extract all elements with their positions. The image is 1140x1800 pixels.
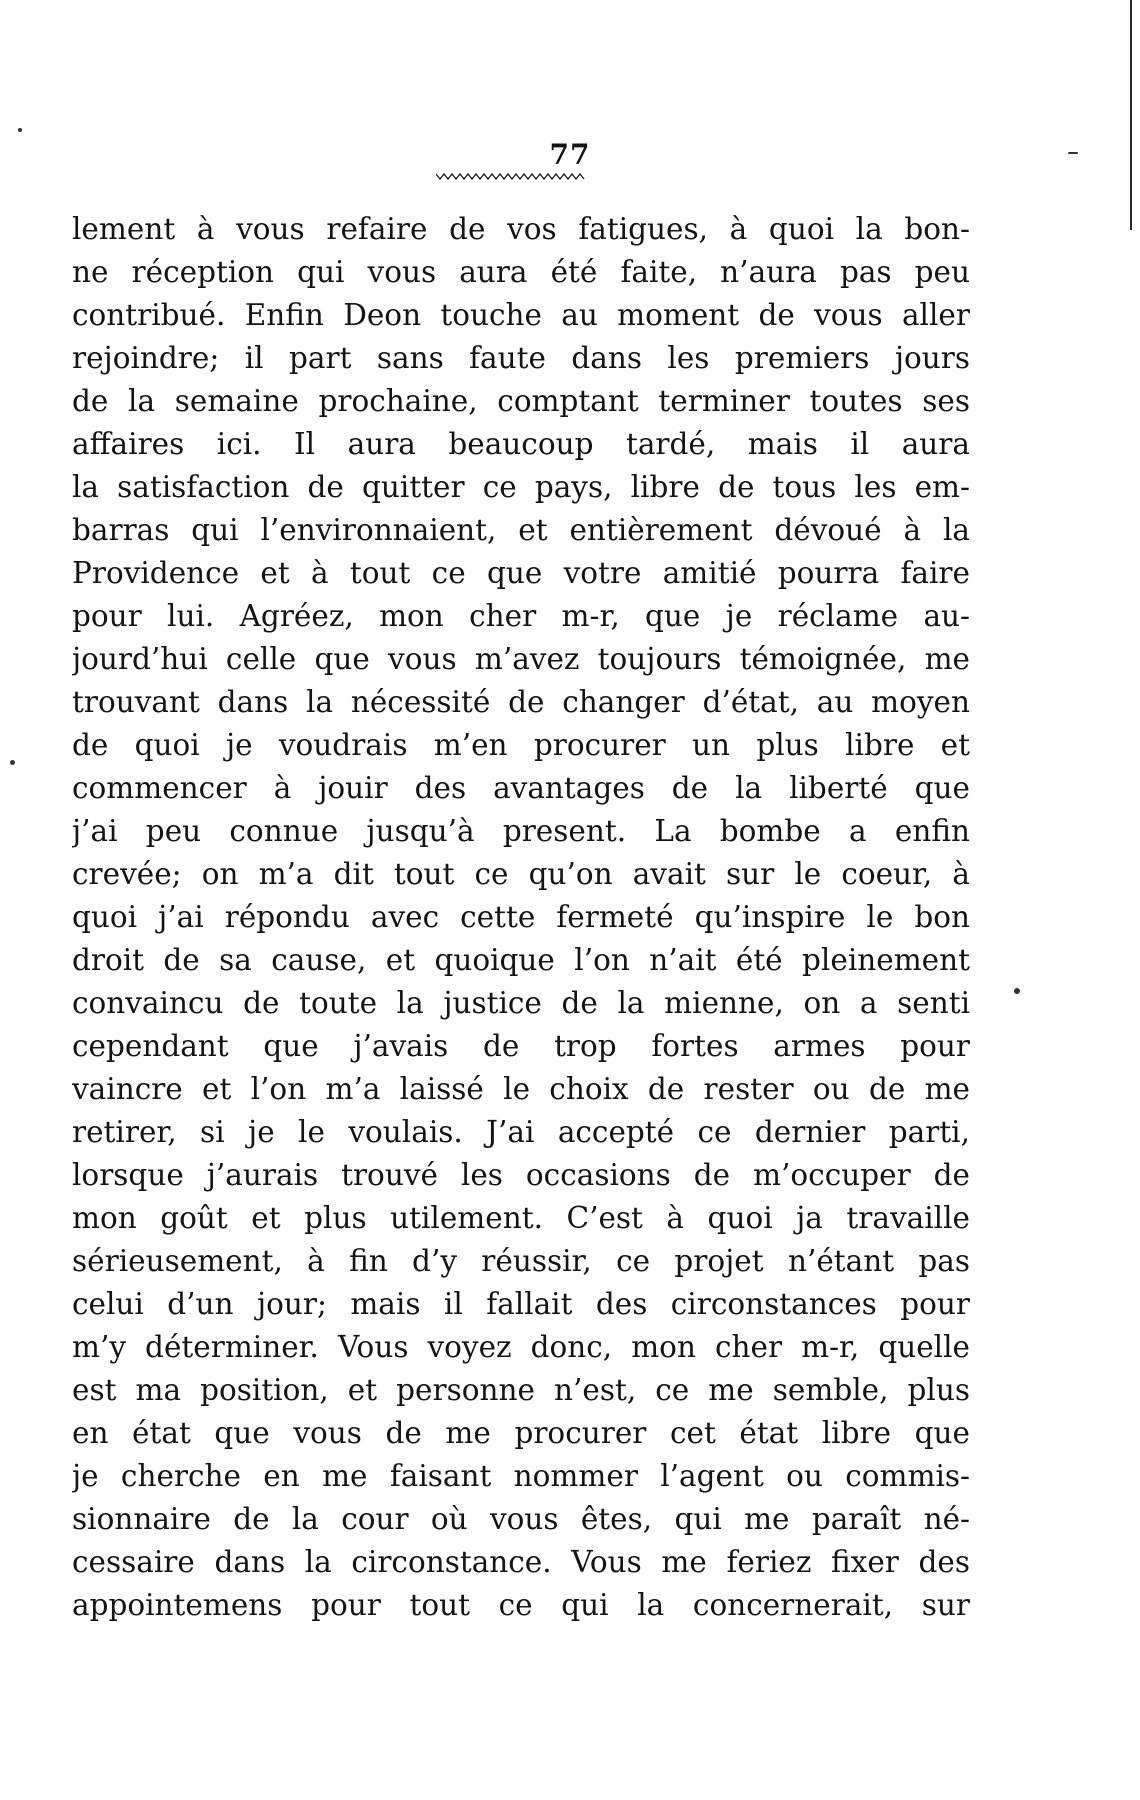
- text-line: contribué. Enfin Deon touche au moment de vous aller: [72, 298, 970, 332]
- text-line: retirer, si je le voulais. J’ai accepté ce dernier parti,: [72, 1115, 970, 1149]
- text-line: droit de sa cause, et quoique l’on n’ait été pleinement: [72, 943, 970, 977]
- text-line: ne réception qui vous aura été faite, n’aura pas peu: [72, 255, 970, 289]
- text-line: Providence et à tout ce que votre amitié pourra faire: [72, 556, 970, 590]
- text-line: jourd’hui celle que vous m’avez toujours témoignée, me: [72, 642, 970, 676]
- ink-speck: [1068, 152, 1078, 154]
- text-line: appointemens pour tout ce qui la concernerait, sur: [72, 1588, 970, 1622]
- text-line: rejoindre; il part sans faute dans les premiers jours: [72, 341, 970, 375]
- page-edge-line: [1130, 0, 1132, 230]
- ink-speck: [18, 128, 22, 132]
- text-line: affaires ici. Il aura beaucoup tardé, mais il aura: [72, 427, 970, 461]
- text-line: trouvant dans la nécessité de changer d’état, au moyen: [72, 685, 970, 719]
- text-line: celui d’un jour; mais il fallait des circonstances pour: [72, 1287, 970, 1321]
- page-number: 77: [549, 138, 591, 171]
- text-line: barras qui l’environnaient, et entièrement dévoué à la: [72, 513, 970, 547]
- ink-speck: [10, 760, 15, 765]
- text-line: cessaire dans la circonstance. Vous me feriez fixer des: [72, 1545, 970, 1579]
- text-line: de la semaine prochaine, comptant terminer toutes ses: [72, 384, 970, 418]
- text-line: j’ai peu connue jusqu’à present. La bombe a enfin: [72, 814, 970, 848]
- text-line: est ma position, et personne n’est, ce me semble, plus: [72, 1373, 970, 1407]
- text-line: sionnaire de la cour où vous êtes, qui me paraît né-: [72, 1502, 970, 1536]
- text-line: commencer à jouir des avantages de la liberté que: [72, 771, 970, 805]
- text-line: la satisfaction de quitter ce pays, libre de tous les em-: [72, 470, 970, 504]
- body-text: [72, 208, 970, 1627]
- text-line: convaincu de toute la justice de la mienne, on a senti: [72, 986, 970, 1020]
- text-line: mon goût et plus utilement. C’est à quoi ja travaille: [72, 1201, 970, 1235]
- text-line: quoi j’ai répondu avec cette fermeté qu’inspire le bon: [72, 900, 970, 934]
- text-line: cependant que j’avais de trop fortes armes pour: [72, 1029, 970, 1063]
- text-line: m’y déterminer. Vous voyez donc, mon cher m-r, quelle: [72, 1330, 970, 1364]
- wavy-rule-ornament: [436, 170, 588, 182]
- text-line: en état que vous de me procurer cet état libre que: [72, 1416, 970, 1450]
- text-line: lement à vous refaire de vos fatigues, à quoi la bon-: [72, 212, 970, 246]
- text-line: de quoi je voudrais m’en procurer un plus libre et: [72, 728, 970, 762]
- text-line: pour lui. Agréez, mon cher m-r, que je réclame au-: [72, 599, 970, 633]
- text-line: vaincre et l’on m’a laissé le choix de rester ou de me: [72, 1072, 970, 1106]
- ink-speck: [1014, 988, 1020, 994]
- text-line: je cherche en me faisant nommer l’agent ou commis-: [72, 1459, 970, 1493]
- text-line: lorsque j’aurais trouvé les occasions de m’occuper de: [72, 1158, 970, 1192]
- text-line: crevée; on m’a dit tout ce qu’on avait sur le coeur, à: [72, 857, 970, 891]
- text-line: sérieusement, à fin d’y réussir, ce projet n’étant pas: [72, 1244, 970, 1278]
